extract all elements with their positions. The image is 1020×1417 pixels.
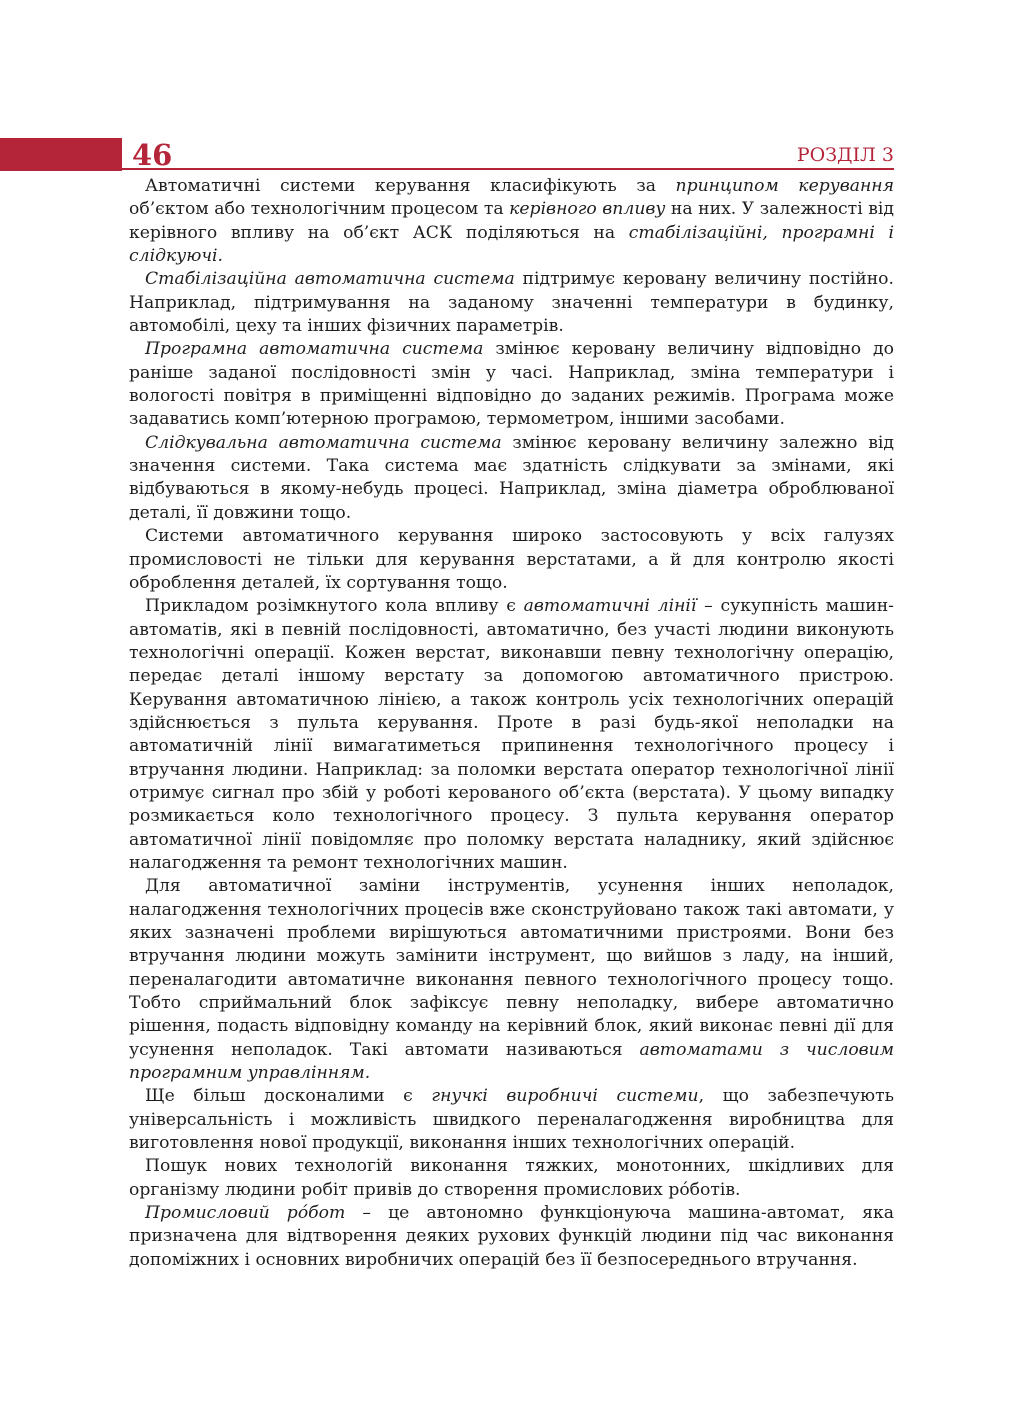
text-run: змінює керовану величину залежно від значення системи. Така система має здатність слідкувати за змінами, які відбуваються в якому-небудь процесі. Наприклад, зміна діаметра оброблюваної деталі, її довжини тощо. xyxy=(129,432,894,523)
text-run: , що забезпечують універсальність і можливість швидкого переналагодження виробництва для виготовлення нової продукції, виконання інших технологічних операцій. xyxy=(129,1086,894,1154)
paragraph xyxy=(129,338,894,431)
emphasis-term: Програмна автоматична система xyxy=(145,339,484,360)
emphasis-term: Слідкувальна автоматична система xyxy=(145,432,502,453)
text-run: змінює керовану величину відповідно до раніше заданої послідовності змін у часі. Наприклад, зміна температури і вологості повітря в приміщенні відповідно до заданих режимів. Програма може задаватись комп’ютерною програмою, термометром, іншими засобами. xyxy=(129,339,894,430)
emphasis-term: Промисловий рóбот xyxy=(145,1203,346,1224)
emphasis-term: гнучкі виробничі системи xyxy=(431,1086,699,1107)
text-run: Автоматичні системи керування класифікують за xyxy=(145,176,676,196)
text-run: Пошук нових технологій виконання тяжких, монотонних, шкідливих для організму людини робіт привів до створення промислових рóботів. xyxy=(129,1156,894,1200)
header-accent-bar xyxy=(0,138,122,171)
emphasis-term: стабілізаційні, програмні і слідкуючі. xyxy=(129,222,894,267)
text-run: Прикладом розімкнутого кола впливу є xyxy=(145,596,524,617)
text-run: Ще більш досконалими є xyxy=(145,1086,432,1107)
emphasis-term: автоматами з числовим програмним управлінням. xyxy=(129,1039,894,1084)
page-number: 46 xyxy=(132,138,173,172)
paragraph xyxy=(129,1085,894,1155)
text-run: – це автономно функціонуюча машина-автомат, яка призначена для відтворення деяких рухових функцій людини під час виконання допоміжних і основних виробничих операцій без її безпосереднього втручання. xyxy=(129,1203,895,1270)
emphasis-term: керівного впливу xyxy=(509,199,666,220)
paragraph xyxy=(129,175,894,268)
paragraph xyxy=(129,432,894,525)
text-run: об’єктом або технологічним процесом та xyxy=(129,199,510,220)
section-label: РОЗДІЛ 3 xyxy=(796,144,894,166)
paragraph xyxy=(129,595,894,875)
paragraph xyxy=(129,1202,894,1272)
emphasis-term: автоматичні лінії xyxy=(523,596,697,617)
emphasis-term: Стабілізаційна автоматична система xyxy=(145,269,515,290)
body-text xyxy=(129,175,894,1272)
paragraph xyxy=(129,875,894,1085)
text-run: Системи автоматичного керування широко застосовують у всіх галузях промисловості не тільки для керування верстатами, а й для контролю якості оброблення деталей, їх сортування тощо. xyxy=(129,526,894,593)
paragraph xyxy=(129,268,894,338)
emphasis-term: принципом керування xyxy=(675,176,894,196)
text-run: підтримує керовану величину постійно. Наприклад, підтримування на заданому значенні температури в будинку, автомобілі, цеху та інших фізичних параметрів. xyxy=(129,269,894,337)
text-run: Для автоматичної заміни інструментів, усунення інших неполадок, налагодження технологічних процесів вже сконструйовано також такі автомати, у яких зазначені проблеми вирішуються автоматичними пристроями. Вони без втручання людини можуть замінити інструмент, що вийшов з ладу, на інший, переналагодити автоматичне виконання певного технологічного процесу тощо. Тобто сприймальний блок зафіксує певну неполадку, вибере автоматично рішення, подасть відповідну команду на керівний блок, який виконає певні дії для усунення неполадок. Такі автомати називаються xyxy=(129,876,894,1060)
header-rule xyxy=(122,168,894,170)
text-run: – сукупність машин-автоматів, які в певній послідовності, автоматично, без участі людини виконують технологічні операції. Кожен верстат, виконавши певну технологічну операцію, передає деталі іншому верстату за допомогою автоматичного пристрою. Керування автоматичною лінією, а також контроль усіх технологічних операцій здійснюється з пульта керування. Проте в разі будь-якої неполадки на автоматичній лінії вимагатиметься припинення технологічного процесу і втручання людини. Наприклад: за поломки верстата оператор технологічної лінії отримує сигнал про збій у роботі керованого об’єкта (верстата). У цьому випадку розмикається коло технологічного процесу. З пульта керування оператор автоматичної лінії повідомляє про поломку верстата наладнику, який здійснює налагодження та ремонт технологічних машин. xyxy=(129,596,894,873)
paragraph xyxy=(129,525,894,595)
paragraph xyxy=(129,1155,894,1202)
text-run: на них. У залежності від керівного впливу на об’єкт АСК поділяються на xyxy=(129,199,894,243)
